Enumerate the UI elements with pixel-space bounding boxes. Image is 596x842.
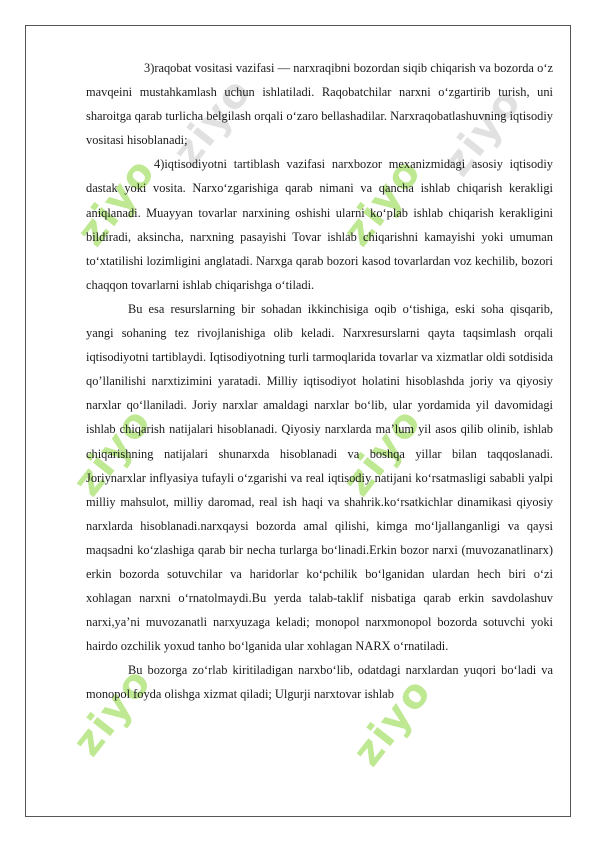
watermark-text: ziyo bbox=[64, 658, 162, 765]
watermark-text: ziyo bbox=[164, 68, 262, 175]
watermark-text: ziyo bbox=[64, 398, 162, 505]
watermark-text: ziyo bbox=[434, 78, 532, 185]
paragraph-resources: Bu esa resurslarning bir sohadan ikkinchisiga oqib o‘tishiga, eski soha qisqarib, yangi sohaning tez rivojlanishiga olib keladi. Narxresurslarni qayta taqsimlash orqali iqtisodiyotni tartiblaydi. Iqtisodiyotning turli tarmoqlarida tovarlar va xizmatlar oldi sotdisida qo’llanilishi narxtizimini yaratadi. Milliy iqtisodiyot holatini hisoblashda joriy va qiyosiy narxlar qo‘llaniladi. Joriy narxlar amaldagi narxlar bo‘lib, ular yordamida yil davomidagi ishlab chiqarish natijalari hisoblanadi. Qiyosiy narxlarda ma’lum yil asos qilib olinib, ishlab chiqarishning natijalari shunarxda hisoblanadi va boshqa yillar bilan taqqoslanadi. Joriynarxlar inflyasiya tufayli o‘zgarishi va real iqtisodiy natijani ko‘rsatmasligi sababli yalpi milliy mahsulot, milliy daromad, real ish haqi va shahrik.ko‘rsatkichlar dinamikasi qiyosiy narxlarda hisoblanadi.narxqaysi bozorda amal qilishi, kimga mo‘ljallanganligi va qaysi maqsadni ko‘zlashiga qarab bir necha turlarga bo‘linadi.Erkin bozor narxi (muvozanatlinarx) erkin bozorda sotuvchilar va haridorlar ko‘pchilik bo‘lganidan ulardan hech biri o‘zi xohlagan narxni o‘rnatolmaydi.Bu yerda talab-taklif nisbatiga qarab erkin savdolashuv narxi,ya’ni muvozanatli narxyuzaga keladi; monopol narxmonopol bozorda sotuvchi yoki hairdo ozchilik yoxud tanho bo‘lganida ular xohlagan NARX o‘rnatiladi. bbox=[86, 301, 553, 654]
watermark-text: ziyo bbox=[334, 148, 432, 255]
paragraph-monopoly: Bu bozorga zo‘rlab kiritiladigan narxbo‘lib, odatdagi narxlardan yuqori bo‘ladi va monopol foyda olishga xizmat qiladi; Ulgurji narxtovar ishlab bbox=[86, 663, 553, 702]
watermark-text: ziyo bbox=[344, 668, 442, 775]
watermark-text: ziyo bbox=[334, 398, 432, 505]
paragraph-raqobat-function: 3)raqobat vositasi vazifasi — narxraqibni bozordan siqib chiqarish va bozorda o‘z mavqeini mustahkamlash uchun ishlatiladi. Raqobatchilar narxni o‘zgartirib turish, uni sharoitga qarab turlicha belgilash orqali o‘zaro bellashadilar. Narxraqobatlashuvning iqtisodiy vositasi hisoblanadi; bbox=[86, 61, 553, 148]
watermark-text: ziyo bbox=[68, 148, 166, 255]
paragraph-regulation-function: 4)iqtisodiyotni tartiblash vazifasi narxbozor mexanizmidagi asosiy iqtisodiy dastak yoki vosita. Narxo‘zgarishiga qarab nimani va qancha ishlab chiqarish kerakligi aniqlanadi. Muayyan tovarlar narxining oshishi ularni ko‘plab ishlab chiqarish kerakligini bildiradi, aksincha, narxning pasayishi Tovar ishlab chiqarishni kamayishi yoki umuman to‘xtatilishi lozimligini anglatadi. Narxga qarab bozori kasod tovarlardan voz kechilib, bozori chaqqon tovarlarni ishlab chiqarishga o‘tiladi. bbox=[86, 157, 553, 292]
body-text bbox=[86, 56, 553, 707]
